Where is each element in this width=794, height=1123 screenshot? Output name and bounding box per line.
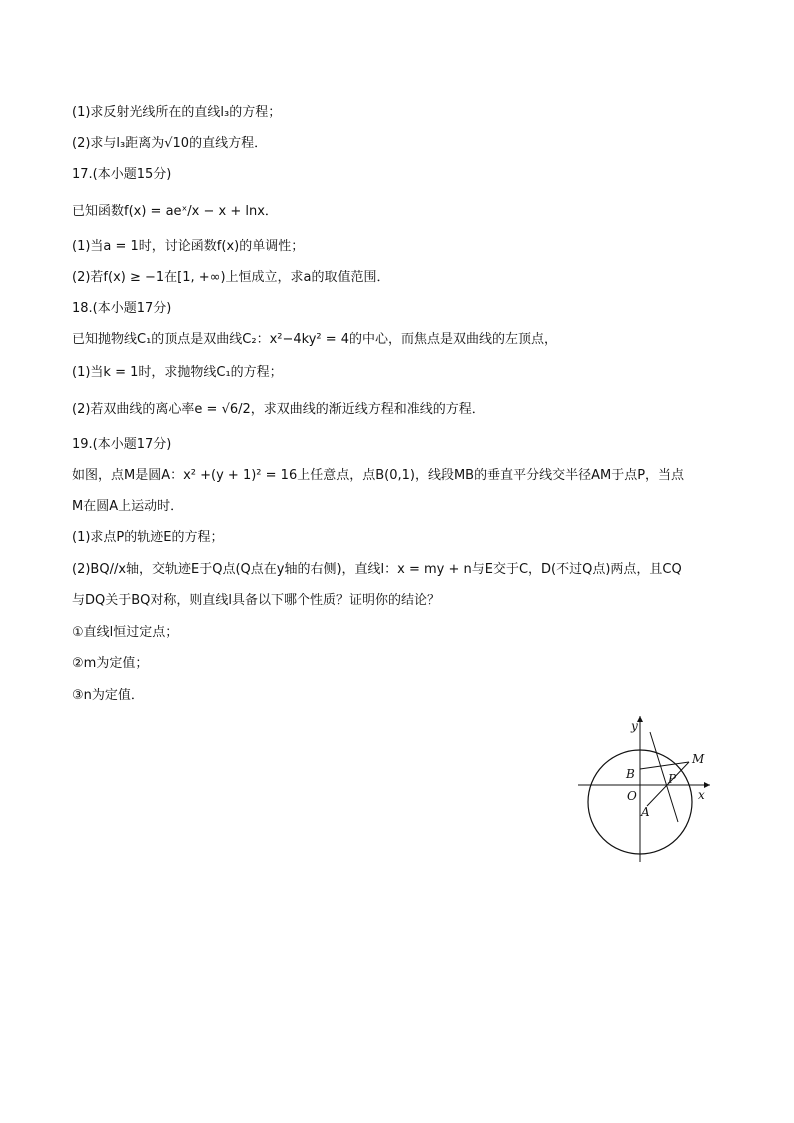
q17-heading: 17.(本小题15分) xyxy=(72,167,172,182)
label-a: A xyxy=(641,805,650,819)
q19-stem-line1: 如图，点M是圆A：x² +(y + 1)² = 16上任意点，点B(0,1)，线段MB的垂直平分线交半径AM于点P，当点 xyxy=(72,468,685,483)
q17-stem: 已知函数f(x) = aeˣ/x − x + lnx． xyxy=(72,204,278,219)
q19-part1: (1)求点P的轨迹E的方程； xyxy=(72,530,224,545)
q19-part2-line1: (2)BQ//x轴，交轨迹E于Q点(Q点在y轴的右侧)，直线l：x = my + n与E交于C，D(不过Q点)两点，且CQ xyxy=(72,562,682,577)
q16-part2: (2)求与l₃距离为√10的直线方程． xyxy=(72,136,268,151)
circle-figure xyxy=(570,712,720,867)
label-m: M xyxy=(692,752,705,766)
y-axis-arrow xyxy=(637,716,643,722)
label-x: x xyxy=(698,788,705,802)
q19-option3: ③n为定值． xyxy=(72,688,144,703)
segment-bm xyxy=(640,762,689,769)
q18-part1: (1)当k = 1时，求抛物线C₁的方程； xyxy=(72,365,283,380)
label-y: y xyxy=(631,719,638,733)
q18-stem: 已知抛物线C₁的顶点是双曲线C₂：x²−4ky² = 4的中心，而焦点是双曲线的左顶点， xyxy=(72,332,558,347)
circle-figure-svg xyxy=(570,712,720,867)
q17-part1: (1)当a = 1时，讨论函数f(x)的单调性； xyxy=(72,239,305,254)
q19-heading: 19.(本小题17分) xyxy=(72,437,172,452)
q18-heading: 18.(本小题17分) xyxy=(72,301,172,316)
q19-option1: ①直线l恒过定点； xyxy=(72,625,179,640)
q19-stem-line2: M在圆A上运动时． xyxy=(72,499,184,514)
label-o: O xyxy=(627,789,637,803)
q16-part1: (1)求反射光线所在的直线l₃的方程； xyxy=(72,105,282,120)
q18-part2: (2)若双曲线的离心率e = √6/2，求双曲线的渐近线方程和准线的方程． xyxy=(72,402,485,417)
label-b: B xyxy=(626,767,635,781)
x-axis-arrow xyxy=(704,782,710,788)
q17-part2: (2)若f(x) ≥ −1在[1, +∞)上恒成立，求a的取值范围． xyxy=(72,270,390,285)
q19-part2-line2: 与DQ关于BQ对称，则直线l具备以下哪个性质？证明你的结论？ xyxy=(72,593,441,608)
label-p: P xyxy=(668,772,677,786)
q19-option2: ②m为定值； xyxy=(72,656,149,671)
